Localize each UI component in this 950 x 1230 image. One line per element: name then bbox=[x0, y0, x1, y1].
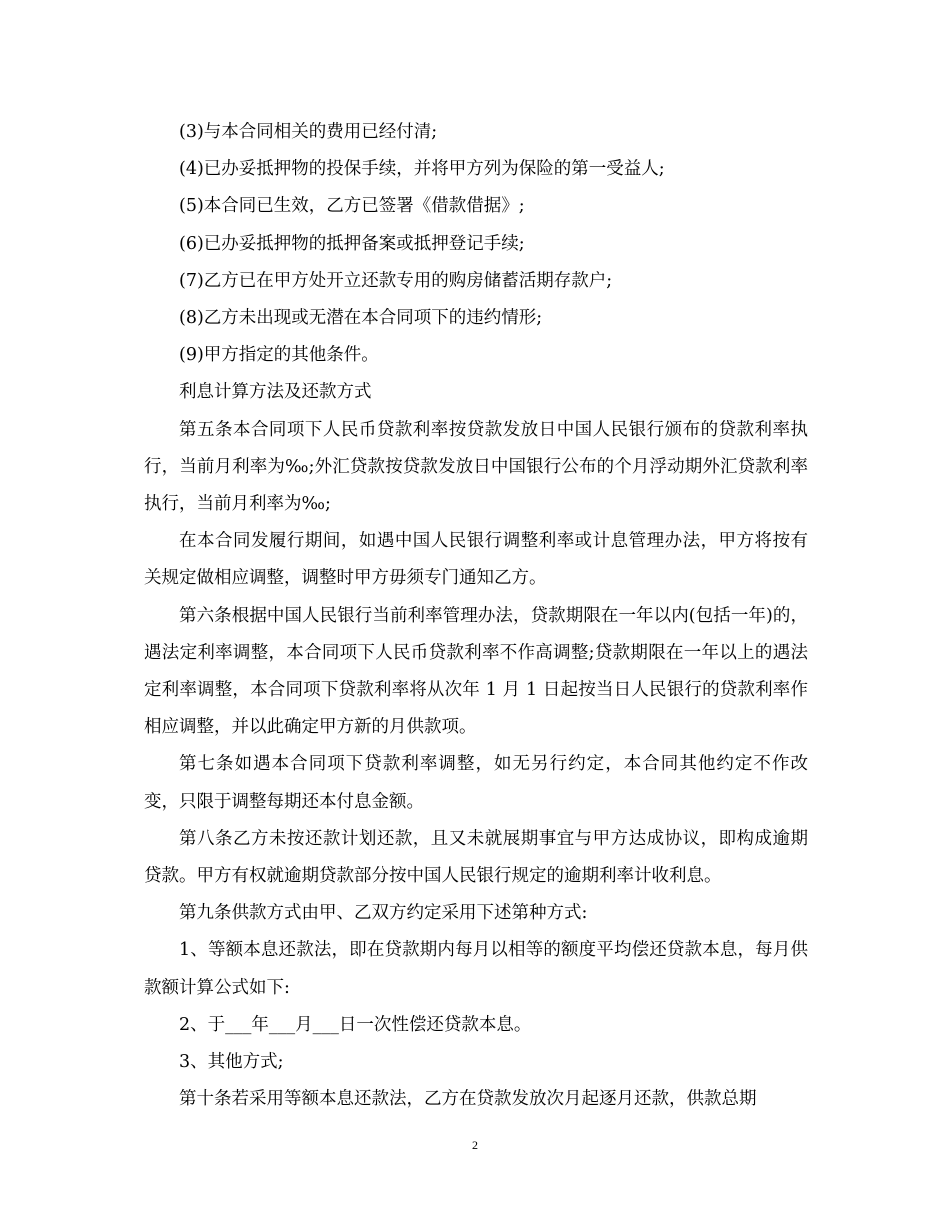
paragraph: 1、等额本息还款法，即在贷款期内每月以相等的额度平均偿还贷款本息，每月供款额计算公式如下: bbox=[144, 940, 808, 998]
paragraph: (8)乙方未出现或无潜在本合同项下的违约情形; bbox=[179, 308, 543, 329]
section-heading: 利息计算方法及还款方式 bbox=[179, 382, 372, 403]
paragraph: 2、于___年___月___日一次性偿还贷款本息。 bbox=[179, 1014, 532, 1035]
paragraph: 第七条如遇本合同项下贷款利率调整，如无另行约定，本合同其他约定不作改变，只限于调整每期还本付息金额。 bbox=[144, 754, 808, 812]
paragraph: (3)与本合同相关的费用已经付清; bbox=[179, 122, 438, 142]
paragraph: 第六条根据中国人民银行当前利率管理办法，贷款期限在一年以内(包括一年)的，遇法定利率调整，本合同项下人民币贷款利率不作高调整;贷款期限在一年以上的遇法定利率调整，本合同项下贷款利率将从次年 1 月 1 日起按当日人民银行的贷款利率作相应调整，并以此确定甲方新的月供款项。 bbox=[144, 605, 808, 738]
paragraph: (4)已办妥抵押物的投保手续，并将甲方列为保险的第一受益人; bbox=[179, 159, 665, 180]
paragraph: 第八条乙方未按还款计划还款，且又未就展期事宜与甲方达成协议，即构成逾期贷款。甲方有权就逾期贷款部分按中国人民银行规定的逾期利率计收利息。 bbox=[144, 828, 808, 887]
paragraph: 第十条若采用等额本息还款法，乙方在贷款发放次月起逐月还款，供款总期 bbox=[179, 1089, 757, 1110]
paragraph: (9)甲方指定的其他条件。 bbox=[179, 345, 379, 366]
paragraph: 第九条供款方式由甲、乙双方约定采用下述第种方式: bbox=[179, 903, 588, 924]
paragraph: 在本合同发履行期间，如遇中国人民银行调整利率或计息管理办法，甲方将按有关规定做相应调整，调整时甲方毋须专门通知乙方。 bbox=[144, 531, 808, 589]
document-body bbox=[144, 114, 808, 1118]
paragraph: 3、其他方式; bbox=[179, 1052, 284, 1073]
page-number: 2 bbox=[472, 1138, 478, 1152]
paragraph: (5)本合同已生效，乙方已签署《借款借据》; bbox=[179, 196, 525, 217]
paragraph: (6)已办妥抵押物的抵押备案或抵押登记手续; bbox=[179, 233, 525, 254]
paragraph: (7)乙方已在甲方处开立还款专用的购房储蓄活期存款户; bbox=[179, 270, 613, 291]
paragraph: 第五条本合同项下人民币贷款利率按贷款发放日中国人民银行颁布的贷款利率执行，当前月利率为‰;外汇贷款按贷款发放日中国银行公布的个月浮动期外汇贷款利率执行，当前月利率为‰; bbox=[144, 419, 808, 515]
